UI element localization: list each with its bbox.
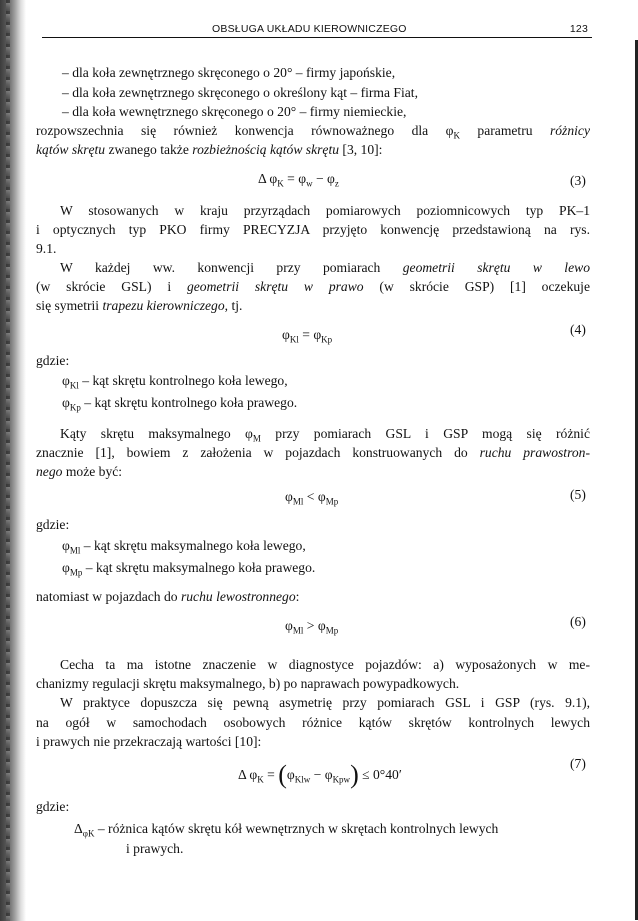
- equation-5: $\varphi_{Ml} < \varphi_{Mp}$: [285, 489, 339, 507]
- equation-3: Δ $\varphi_K = \varphi_w - \varphi_z$: [258, 171, 339, 189]
- list-item: – dla koła zewnętrznego skręconego o 20° – firmy japońskie,: [62, 65, 396, 80]
- equation-number: (7): [570, 756, 586, 771]
- equation-4: $\varphi_{Kl} = \varphi_{Kp}$: [282, 327, 333, 345]
- definition-line: $\Delta_{\varphi K}$ – różnica kątów skrętu kół wewnętrznych w skrętach kontrolnych lewych: [74, 821, 499, 839]
- gdzie-label: gdzie:: [36, 799, 70, 814]
- paragraph-line: 9.1.: [36, 241, 57, 256]
- paragraph-line: nego może być:: [36, 464, 123, 479]
- paragraph-line: znacznie [1], bowiem z założenia w pojazdach konstruowanych do ruchu prawostron-: [36, 445, 590, 460]
- paragraph-line: chanizmy regulacji skrętu maksymalnego, b) po naprawach powypadkowych.: [36, 676, 460, 691]
- page-number: 123: [569, 23, 588, 35]
- paragraph-line: W stosowanych w kraju przyrządach pomiarowych poziomnicowych typ PK–1: [60, 203, 590, 218]
- paragraph-line: i prawych nie przekraczają wartości [10]:: [36, 734, 262, 749]
- header-title: OBSŁUGA UKŁADU KIEROWNICZEGO: [212, 23, 407, 35]
- list-item: – dla koła zewnętrznego skręconego o określony kąt – firma Fiat,: [62, 85, 418, 100]
- paragraph-line: natomiast w pojazdach do ruchu lewostronnego:: [36, 589, 300, 604]
- paragraph-line: na ogół w samochodach osobowych różnice kątów skrętów kontrolnych lewych: [36, 715, 590, 730]
- equation-7: Δ $\varphi_K = (\varphi_{Klw} - \varphi_{Kpw}) \le 0^\circ 40'$: [238, 760, 402, 789]
- definition-line: $\varphi_{Kl}$ – kąt skrętu kontrolnego koła lewego,: [62, 373, 288, 391]
- paragraph-line: rozpowszechnia się również konwencja równoważnego dla $\varphi_K$ parametru różnicy: [36, 123, 590, 141]
- list-item: – dla koła wewnętrznego skręconego o 20° – firmy niemieckie,: [62, 104, 407, 119]
- equation-number: (5): [570, 487, 586, 502]
- running-header: [42, 20, 592, 40]
- equation-number: (3): [570, 173, 586, 188]
- definition-line: i prawych.: [126, 841, 184, 856]
- paragraph-line: Kąty skrętu maksymalnego $\varphi_M$ przy pomiarach GSL i GSP mogą się różnić: [60, 426, 590, 444]
- header-rule: [42, 37, 592, 38]
- gdzie-label: gdzie:: [36, 517, 70, 532]
- paragraph-line: (w skrócie GSL) i geometrii skrętu w prawo (w skrócie GSP) [1] oczekuje: [36, 279, 590, 294]
- paragraph-line: i optycznych typ PKO firmy PRECYZJA przyjęto konwencję przedstawioną na rys.: [36, 222, 590, 237]
- definition-line: $\varphi_{Kp}$ – kąt skrętu kontrolnego koła prawego.: [62, 395, 298, 413]
- paragraph-line: się symetrii trapezu kierowniczego, tj.: [36, 298, 243, 313]
- equation-number: (4): [570, 322, 586, 337]
- definition-line: $\varphi_{Mp}$ – kąt skrętu maksymalnego koła prawego.: [62, 560, 316, 578]
- paragraph-line: kątów skrętu zwanego także rozbieżnością kątów skrętu [3, 10]:: [36, 142, 383, 157]
- paragraph-line: W każdej ww. konwencji przy pomiarach geometrii skrętu w lewo: [60, 260, 590, 275]
- definition-line: $\varphi_{Ml}$ – kąt skrętu maksymalnego koła lewego,: [62, 538, 306, 556]
- equation-6: $\varphi_{Ml} > \varphi_{Mp}$: [285, 618, 339, 636]
- equation-number: (6): [570, 614, 586, 629]
- gdzie-label: gdzie:: [36, 353, 70, 368]
- scan-binding-shadow: [0, 0, 26, 921]
- paragraph-line: Cecha ta ma istotne znaczenie w diagnostyce pojazdów: a) wyposażonych w me-: [60, 657, 590, 672]
- paragraph-line: W praktyce dopuszcza się pewną asymetrię przy pomiarach GSL i GSP (rys. 9.1),: [60, 695, 590, 710]
